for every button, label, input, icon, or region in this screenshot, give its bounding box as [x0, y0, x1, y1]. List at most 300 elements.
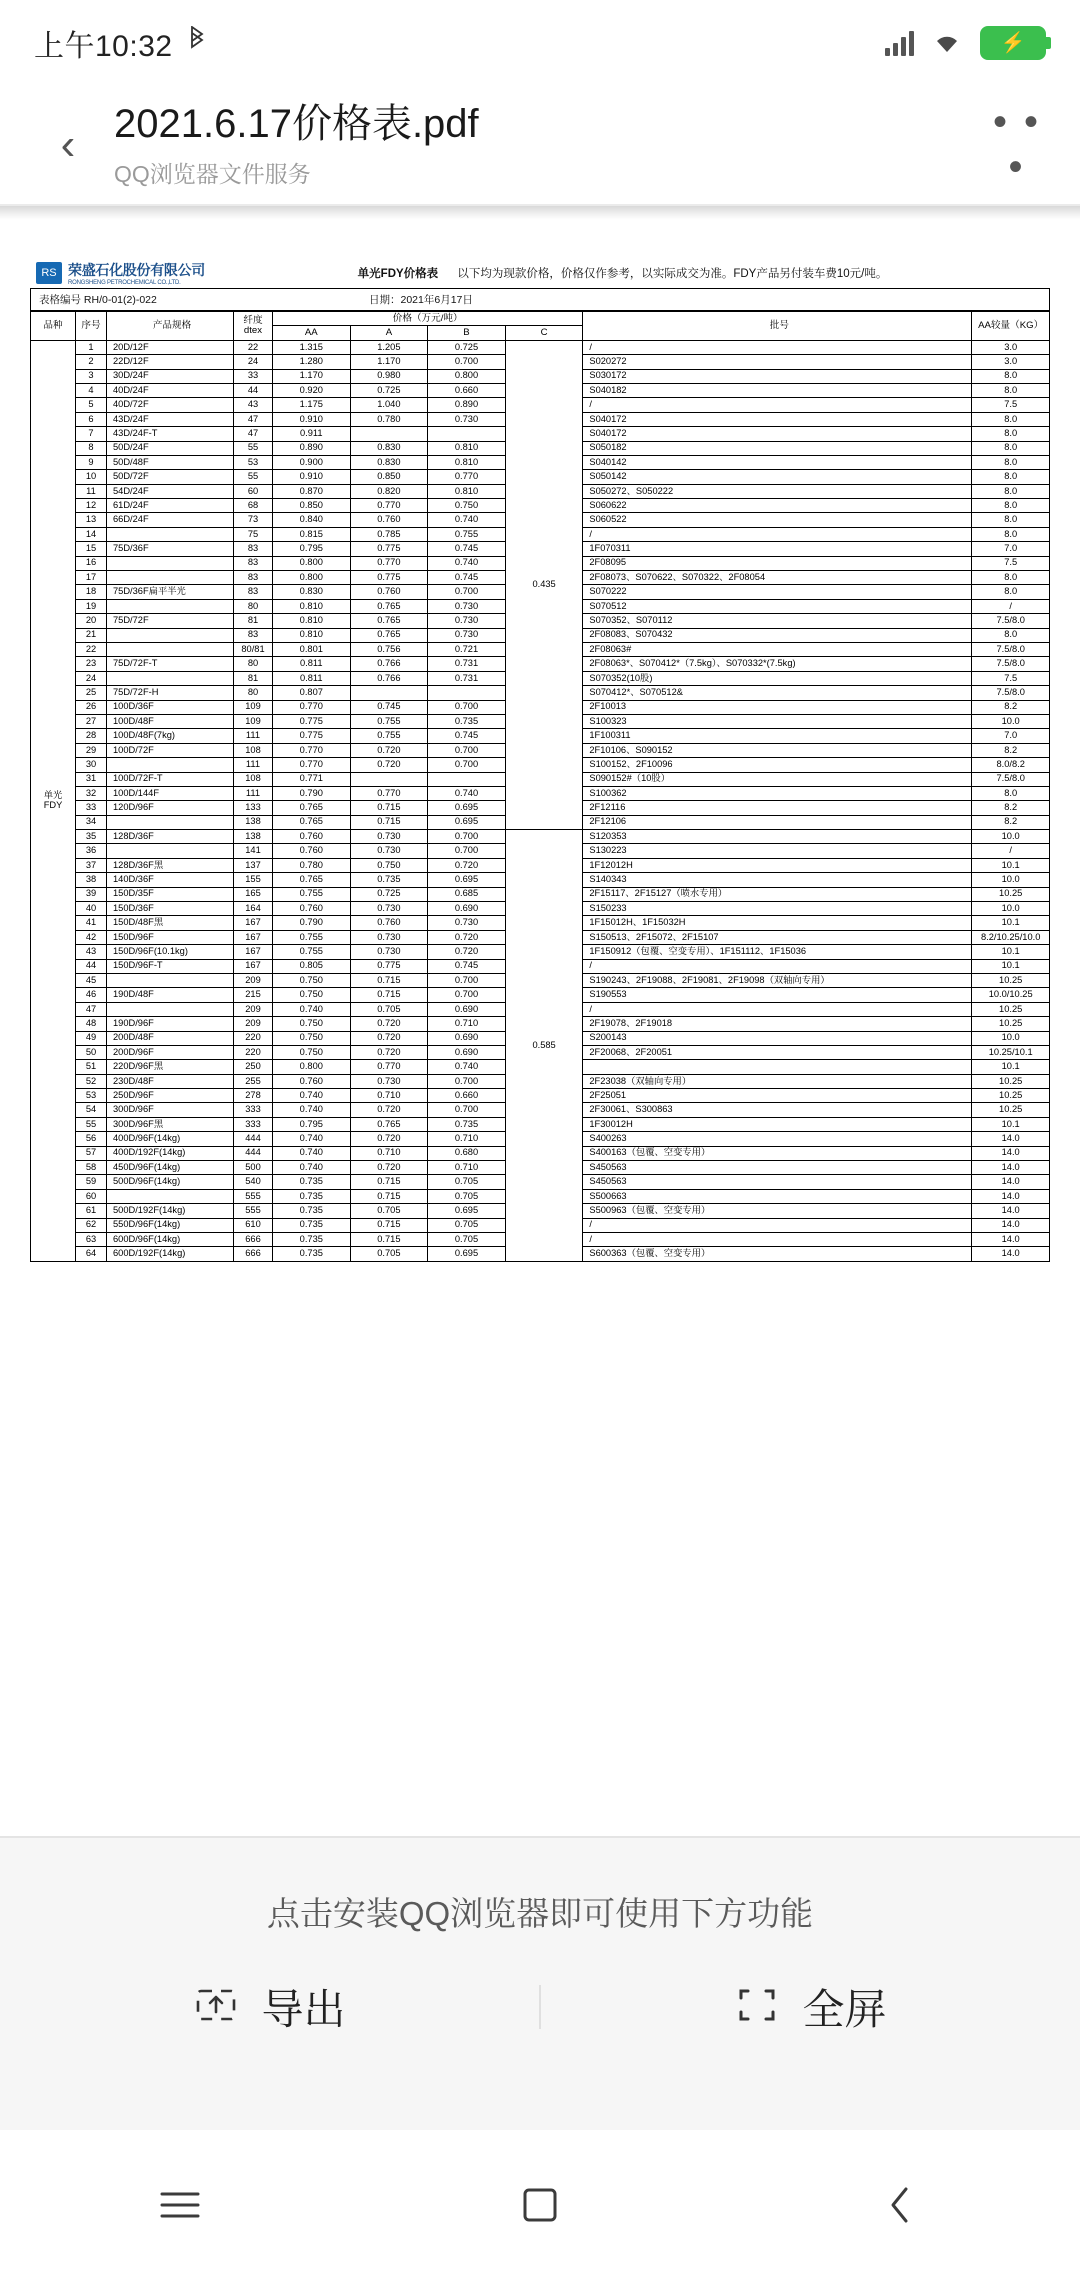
cell-kg: 14.0 [972, 1146, 1050, 1160]
cell-batch: 2F08095 [583, 556, 972, 570]
cell-batch: S100323 [583, 714, 972, 728]
cell-spec: 450D/96F(14kg) [107, 1161, 234, 1175]
cell-kg: 8.2 [972, 700, 1050, 714]
cell-kg: 14.0 [972, 1132, 1050, 1146]
cell-a: 0.770 [350, 1060, 428, 1074]
cell-a: 1.170 [350, 355, 428, 369]
bluetooth-icon [187, 26, 207, 61]
cell-kg: 14.0 [972, 1161, 1050, 1175]
cell-dtex: 209 [234, 1002, 273, 1016]
cell-dtex: 209 [234, 973, 273, 987]
cell-no: 4 [76, 383, 107, 397]
cell-spec: 61D/24F [107, 499, 234, 513]
cell-a: 0.715 [350, 1218, 428, 1232]
cell-batch: S070352(10股) [583, 671, 972, 685]
cell-b: 0.695 [428, 815, 506, 829]
cell-kg: 8.0 [972, 383, 1050, 397]
cell-aa: 1.170 [273, 369, 351, 383]
cell-batch: S140343 [583, 873, 972, 887]
cell-batch: S500663 [583, 1189, 972, 1203]
cell-b: 0.695 [428, 1204, 506, 1218]
cell-spec: 200D/48F [107, 1031, 234, 1045]
cell-kg: 8.0 [972, 455, 1050, 469]
cell-a: 0.720 [350, 1132, 428, 1146]
cell-dtex: 500 [234, 1161, 273, 1175]
col-c: C [505, 326, 583, 340]
cell-dtex: 133 [234, 801, 273, 815]
cell-no: 61 [76, 1204, 107, 1218]
cell-aa: 0.750 [273, 1045, 351, 1059]
cell-kg: 7.5/8.0 [972, 686, 1050, 700]
cell-aa: 0.810 [273, 614, 351, 628]
cell-a: 0.720 [350, 1161, 428, 1175]
cell-aa: 0.807 [273, 686, 351, 700]
cell-aa: 0.735 [273, 1233, 351, 1247]
cell-dtex: 53 [234, 455, 273, 469]
cell-kg: 8.0/8.2 [972, 758, 1050, 772]
status-bar-right [885, 26, 1046, 60]
cell-spec: 50D/72F [107, 470, 234, 484]
cell-kg: 10.25 [972, 887, 1050, 901]
cell-batch: S030172 [583, 369, 972, 383]
cell-a: 0.705 [350, 1002, 428, 1016]
cell-no: 22 [76, 642, 107, 656]
cell-batch: 2F08083、S070432 [583, 628, 972, 642]
battery-bolt: ⚡ [1000, 32, 1026, 54]
pdf-doc-heading [205, 265, 1040, 281]
cell-no: 38 [76, 873, 107, 887]
cell-aa: 0.755 [273, 887, 351, 901]
cell-no: 12 [76, 499, 107, 513]
cell-spec: 300D/96F黑 [107, 1117, 234, 1131]
cell-no: 45 [76, 973, 107, 987]
cell-aa: 0.740 [273, 1132, 351, 1146]
cell-kg: 10.1 [972, 945, 1050, 959]
cell-b: 0.700 [428, 844, 506, 858]
cell-kg: 8.0 [972, 571, 1050, 585]
cell-batch: 1F15012H、1F15032H [583, 916, 972, 930]
cell-batch: / [583, 398, 972, 412]
cell-b: 0.695 [428, 801, 506, 815]
cell-dtex: 83 [234, 556, 273, 570]
cell-b: 0.735 [428, 1117, 506, 1131]
cell-dtex: 444 [234, 1132, 273, 1146]
cell-dtex: 47 [234, 427, 273, 441]
cell-spec: 100D/144F [107, 786, 234, 800]
cell-spec: 22D/12F [107, 355, 234, 369]
cell-spec [107, 527, 234, 541]
fullscreen-label: 全屏 [802, 1986, 887, 2033]
cell-a: 0.720 [350, 1045, 428, 1059]
cell-batch: 2F08063*、S070412*（7.5kg）、S070332*(7.5kg) [583, 657, 972, 671]
cell-aa: 0.815 [273, 527, 351, 541]
cell-no: 24 [76, 671, 107, 685]
cell-b: 0.745 [428, 959, 506, 973]
cell-spec: 75D/72F [107, 614, 234, 628]
export-icon [193, 1982, 239, 2033]
cell-dtex: 80 [234, 599, 273, 613]
cell-b: 0.810 [428, 484, 506, 498]
cell-no: 37 [76, 858, 107, 872]
cell-kg: 10.0 [972, 902, 1050, 916]
cell-b: 0.705 [428, 1175, 506, 1189]
cell-kg: 10.25 [972, 1074, 1050, 1088]
cell-spec: 128D/36F黑 [107, 858, 234, 872]
company-logo-icon: RS 荣盛石化股份有限公司 RONGSHENG PETROCHEMICAL CO.,LTD. [36, 260, 205, 286]
cell-spec: 30D/24F [107, 369, 234, 383]
cell-spec [107, 758, 234, 772]
cell-batch: S070352、S070112 [583, 614, 972, 628]
price-table [30, 311, 1050, 1262]
pdf-viewer[interactable] [0, 236, 1080, 1936]
cell-batch: 1F30012H [583, 1117, 972, 1131]
cell-kg: 8.2 [972, 743, 1050, 757]
back-button[interactable]: ‹ [60, 120, 76, 169]
cell-no: 18 [76, 585, 107, 599]
cell-b: 0.735 [428, 714, 506, 728]
col-a: A [350, 326, 428, 340]
cell-b: 0.740 [428, 556, 506, 570]
cell-dtex: 333 [234, 1117, 273, 1131]
cell-spec: 400D/192F(14kg) [107, 1146, 234, 1160]
cell-a: 0.770 [350, 556, 428, 570]
cell-a: 0.766 [350, 657, 428, 671]
cell-a: 0.980 [350, 369, 428, 383]
cell-dtex: 444 [234, 1146, 273, 1160]
cell-aa: 0.795 [273, 1117, 351, 1131]
cell-kg: 8.0 [972, 513, 1050, 527]
cell-kg: 8.0 [972, 786, 1050, 800]
page-title: 2021.6.17价格表.pdf [114, 102, 479, 146]
cell-no: 46 [76, 988, 107, 1002]
cell-aa: 0.765 [273, 815, 351, 829]
cell-batch: S070222 [583, 585, 972, 599]
cell-kg: 14.0 [972, 1189, 1050, 1203]
cell-spec: 75D/72F-T [107, 657, 234, 671]
cell-dtex: 278 [234, 1089, 273, 1103]
cell-b: 0.770 [428, 470, 506, 484]
cell-spec: 150D/35F [107, 887, 234, 901]
cell-b: 0.720 [428, 858, 506, 872]
cell-a: 0.730 [350, 945, 428, 959]
menu-icon[interactable] [90, 2130, 270, 2280]
cell-aa: 0.910 [273, 412, 351, 426]
col-dtex-cn: 纤度 [243, 314, 263, 326]
cell-batch: S120353 [583, 830, 972, 844]
cell-batch: / [583, 340, 972, 354]
cell-a: 0.720 [350, 758, 428, 772]
cell-dtex: 137 [234, 858, 273, 872]
cell-b: 0.695 [428, 1247, 506, 1261]
cell-batch: 2F20068、2F20051 [583, 1045, 972, 1059]
table-header-row-1 [31, 312, 1050, 326]
cell-a: 0.730 [350, 1074, 428, 1088]
cell-aa: 0.771 [273, 772, 351, 786]
cell-spec [107, 642, 234, 656]
cell-spec: 230D/48F [107, 1074, 234, 1088]
company-name-cn: 荣盛石化股份有限公司 [68, 262, 205, 278]
cell-a: 0.720 [350, 1031, 428, 1045]
cell-b: 0.740 [428, 513, 506, 527]
cell-aa: 0.795 [273, 542, 351, 556]
cell-spec [107, 556, 234, 570]
cell-b [428, 686, 506, 700]
cell-aa: 0.900 [273, 455, 351, 469]
cell-no: 60 [76, 1189, 107, 1203]
cell-kg: 10.0 [972, 1031, 1050, 1045]
cell-spec: 43D/24F-T [107, 427, 234, 441]
cell-b: 0.810 [428, 441, 506, 455]
cell-spec [107, 973, 234, 987]
cell-dtex: 80 [234, 686, 273, 700]
cell-b: 0.705 [428, 1233, 506, 1247]
cell-b: 0.690 [428, 1031, 506, 1045]
cell-no: 1 [76, 340, 107, 354]
cell-spec: 550D/96F(14kg) [107, 1218, 234, 1232]
cell-dtex: 220 [234, 1031, 273, 1045]
cell-batch: S090152#（10股） [583, 772, 972, 786]
cell-kg: 8.0 [972, 499, 1050, 513]
cell-a: 0.710 [350, 1146, 428, 1160]
cell-no: 30 [76, 758, 107, 772]
cell-b: 0.700 [428, 700, 506, 714]
cell-a: 0.775 [350, 571, 428, 585]
cell-batch: S040182 [583, 383, 972, 397]
cell-a: 0.720 [350, 743, 428, 757]
cell-spec: 50D/48F [107, 455, 234, 469]
cell-aa: 0.770 [273, 758, 351, 772]
cell-aa: 0.740 [273, 1089, 351, 1103]
cell-batch: S060622 [583, 499, 972, 513]
cell-dtex: 333 [234, 1103, 273, 1117]
cell-batch: 2F10106、S090152 [583, 743, 972, 757]
cell-batch: S040172 [583, 412, 972, 426]
cell-kg: 10.25 [972, 1089, 1050, 1103]
cell-a: 1.040 [350, 398, 428, 412]
cell-dtex: 215 [234, 988, 273, 1002]
cell-dtex: 167 [234, 959, 273, 973]
cell-no: 28 [76, 729, 107, 743]
cell-aa: 0.735 [273, 1247, 351, 1261]
more-options-button[interactable]: • • • [992, 100, 1042, 189]
cell-spec: 20D/12F [107, 340, 234, 354]
cell-b: 0.740 [428, 1060, 506, 1074]
cell-no: 29 [76, 743, 107, 757]
cell-a: 0.765 [350, 1117, 428, 1131]
cell-a: 0.850 [350, 470, 428, 484]
cell-batch: S500963（包覆、空变专用） [583, 1204, 972, 1218]
cell-dtex: 109 [234, 714, 273, 728]
cell-kg: 7.5 [972, 671, 1050, 685]
cell-no: 64 [76, 1247, 107, 1261]
cell-kg: 10.1 [972, 858, 1050, 872]
cell-a: 0.830 [350, 441, 428, 455]
cell-b: 0.745 [428, 542, 506, 556]
home-square-icon[interactable] [450, 2130, 630, 2280]
cell-spec: 75D/36F [107, 542, 234, 556]
cell-kg: 7.5/8.0 [972, 772, 1050, 786]
cell-kg: 8.0 [972, 412, 1050, 426]
cell-dtex: 83 [234, 542, 273, 556]
cell-kg: 8.2 [972, 801, 1050, 815]
cell-b: 0.721 [428, 642, 506, 656]
cell-aa: 0.750 [273, 973, 351, 987]
cell-kg: 14.0 [972, 1204, 1050, 1218]
col-price-group: 价格（万元/吨） [273, 312, 583, 326]
page-top-shadow [0, 206, 1080, 220]
cell-no: 39 [76, 887, 107, 901]
cell-b: 0.730 [428, 628, 506, 642]
cell-a: 0.765 [350, 628, 428, 642]
cell-b: 0.730 [428, 412, 506, 426]
cell-spec: 250D/96F [107, 1089, 234, 1103]
cell-no: 13 [76, 513, 107, 527]
cell-a: 0.725 [350, 383, 428, 397]
cell-dtex: 108 [234, 743, 273, 757]
cell-a: 0.775 [350, 959, 428, 973]
cell-batch [583, 1060, 972, 1074]
cell-aa: 0.735 [273, 1189, 351, 1203]
cell-aa: 0.840 [273, 513, 351, 527]
cell-aa: 0.740 [273, 1161, 351, 1175]
cell-no: 34 [76, 815, 107, 829]
cell-kg: 10.0 [972, 830, 1050, 844]
cell-spec: 140D/36F [107, 873, 234, 887]
cell-batch: S150233 [583, 902, 972, 916]
cell-batch: 1F100311 [583, 729, 972, 743]
cell-a: 0.765 [350, 614, 428, 628]
cell-no: 52 [76, 1074, 107, 1088]
cell-aa: 0.775 [273, 729, 351, 743]
cell-kg: 14.0 [972, 1233, 1050, 1247]
cell-no: 43 [76, 945, 107, 959]
col-spec: 产品规格 [107, 312, 234, 341]
cell-aa: 0.760 [273, 844, 351, 858]
cell-spec: 40D/24F [107, 383, 234, 397]
cell-aa: 0.850 [273, 499, 351, 513]
cell-dtex: 255 [234, 1074, 273, 1088]
cell-spec: 75D/72F-H [107, 686, 234, 700]
cell-a: 0.730 [350, 902, 428, 916]
pdf-doc-note: 以下均为现款价格，价格仅作参考，以实际成交为准。FDY产品另付装车费10元/吨。 [457, 268, 888, 280]
cell-b: 0.695 [428, 873, 506, 887]
page-subtitle: QQ浏览器文件服务 [114, 161, 311, 187]
cell-spec: 40D/72F [107, 398, 234, 412]
cell-batch: S070412*、S070512& [583, 686, 972, 700]
cell-no: 23 [76, 657, 107, 671]
fullscreen-button[interactable] [541, 1977, 1080, 2037]
cell-spec [107, 815, 234, 829]
cell-batch: S050182 [583, 441, 972, 455]
export-button[interactable] [0, 1977, 539, 2037]
cell-aa: 0.735 [273, 1218, 351, 1232]
cell-dtex: 75 [234, 527, 273, 541]
cell-kind: 单光 FDY [31, 340, 76, 1261]
cell-a: 0.715 [350, 988, 428, 1002]
cell-aa: 0.770 [273, 700, 351, 714]
cell-no: 26 [76, 700, 107, 714]
cell-a: 0.770 [350, 499, 428, 513]
cell-aa: 0.810 [273, 599, 351, 613]
cell-dtex: 83 [234, 571, 273, 585]
pdf-page [30, 254, 1050, 1262]
cell-batch: 2F10013 [583, 700, 972, 714]
cell-a: 0.785 [350, 527, 428, 541]
cell-a: 0.750 [350, 858, 428, 872]
cell-a: 0.725 [350, 887, 428, 901]
cell-aa: 0.765 [273, 801, 351, 815]
cell-spec: 128D/36F [107, 830, 234, 844]
cell-b: 0.731 [428, 671, 506, 685]
cell-batch: / [583, 1002, 972, 1016]
cell-batch: 2F08073、S070622、S070322、2F08054 [583, 571, 972, 585]
cell-a: 0.755 [350, 714, 428, 728]
cell-b: 0.720 [428, 930, 506, 944]
cell-no: 27 [76, 714, 107, 728]
cell-aa: 0.780 [273, 858, 351, 872]
cell-kg: 8.0 [972, 441, 1050, 455]
cell-kg: 7.0 [972, 729, 1050, 743]
cell-b: 0.700 [428, 973, 506, 987]
cell-spec: 300D/96F [107, 1103, 234, 1117]
fullscreen-icon [734, 1982, 780, 2033]
cell-dtex: 24 [234, 355, 273, 369]
cell-spec: 500D/192F(14kg) [107, 1204, 234, 1218]
cell-no: 49 [76, 1031, 107, 1045]
cell-dtex: 111 [234, 786, 273, 800]
cell-aa: 0.800 [273, 556, 351, 570]
cell-dtex: 164 [234, 902, 273, 916]
cell-no: 15 [76, 542, 107, 556]
col-kg: AA较量（KG） [972, 312, 1050, 341]
cell-spec: 150D/48F黑 [107, 916, 234, 930]
cell-aa: 0.740 [273, 1146, 351, 1160]
cell-no: 19 [76, 599, 107, 613]
cell-aa: 0.811 [273, 671, 351, 685]
cell-b: 0.745 [428, 729, 506, 743]
cell-batch: 1F12012H [583, 858, 972, 872]
cell-dtex: 47 [234, 412, 273, 426]
cell-no: 54 [76, 1103, 107, 1117]
cell-dtex: 540 [234, 1175, 273, 1189]
cell-batch: / [583, 527, 972, 541]
col-kind: 品种 [31, 312, 76, 341]
cell-batch: S050272、S050222 [583, 484, 972, 498]
cell-dtex: 111 [234, 729, 273, 743]
cell-dtex: 141 [234, 844, 273, 858]
cell-dtex: 81 [234, 671, 273, 685]
cell-aa: 0.735 [273, 1204, 351, 1218]
cell-dtex: 108 [234, 772, 273, 786]
cell-no: 59 [76, 1175, 107, 1189]
cell-dtex: 111 [234, 758, 273, 772]
cell-aa: 0.750 [273, 988, 351, 1002]
cell-batch: 1F070311 [583, 542, 972, 556]
price-table-head [31, 312, 1050, 341]
cell-b: 0.685 [428, 887, 506, 901]
cell-no: 56 [76, 1132, 107, 1146]
back-chevron-icon[interactable] [810, 2130, 990, 2280]
cell-kg: 8.0 [972, 527, 1050, 541]
cell-batch: S020272 [583, 355, 972, 369]
cell-b: 0.700 [428, 758, 506, 772]
cell-spec: 600D/192F(14kg) [107, 1247, 234, 1261]
cell-kg: 7.5/8.0 [972, 642, 1050, 656]
cell-kg: 8.0 [972, 369, 1050, 383]
cell-kg: 10.25 [972, 1017, 1050, 1031]
cell-spec: 100D/36F [107, 700, 234, 714]
cell-kg: 7.5 [972, 398, 1050, 412]
